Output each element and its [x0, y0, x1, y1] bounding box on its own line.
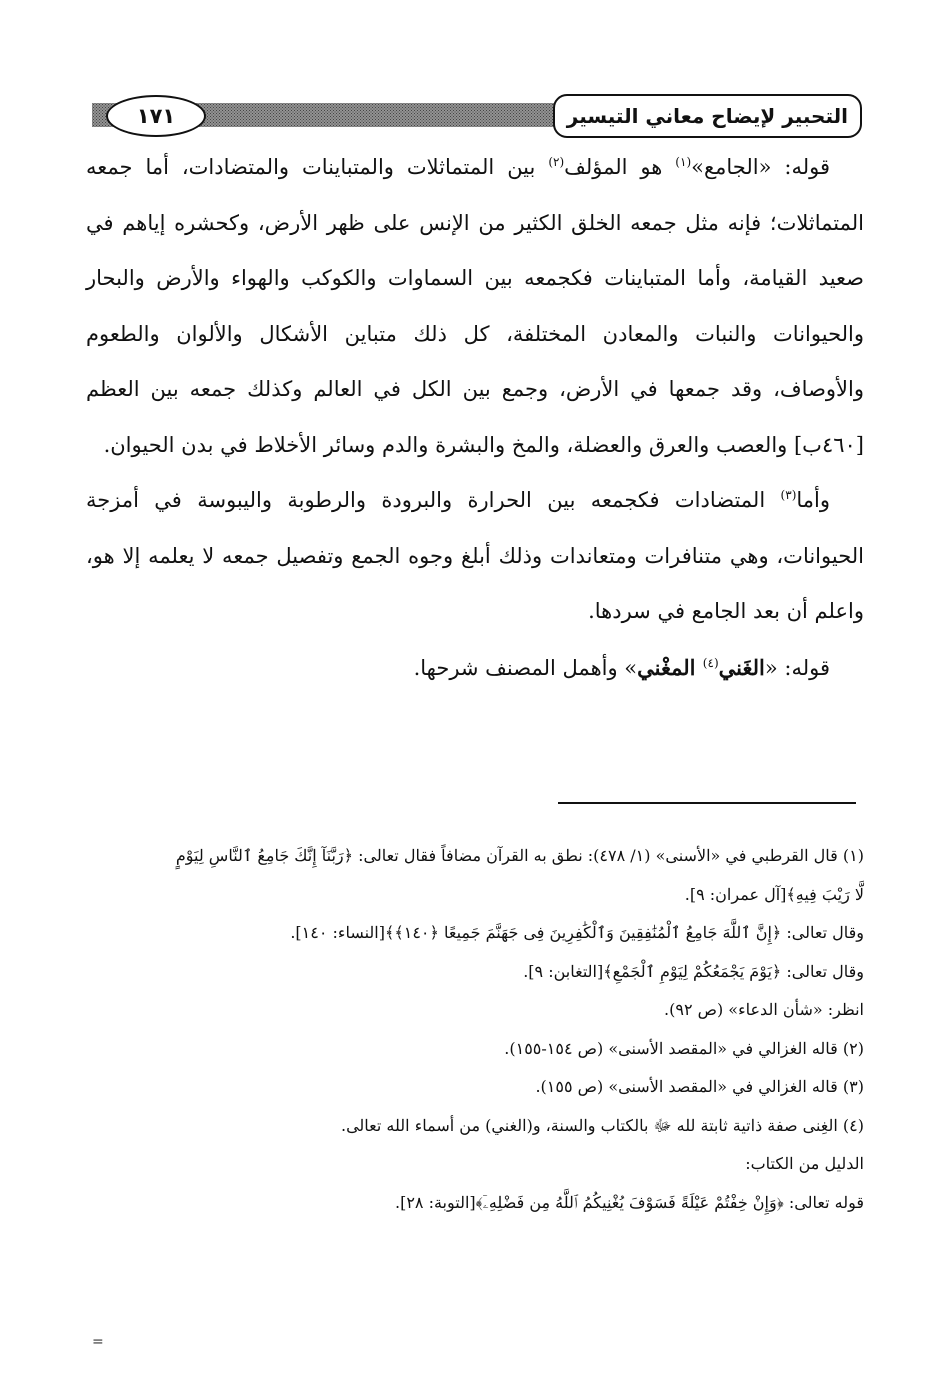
page-number: ١٧١ — [106, 95, 206, 137]
footnote-ref-1: (١) — [675, 155, 692, 169]
footnote-2: (٢) قاله الغزالي في «المقصد الأسنى» (ص ١٥٤-١٥٥). — [504, 1038, 864, 1058]
footnote-ref-4: (٤) — [702, 655, 719, 670]
paragraph-3 — [86, 640, 864, 697]
p3-term-ghani: الغَني — [718, 654, 765, 680]
footnote-3: (٣) قاله الغزالي في «المقصد الأسنى» (ص ١٥٥). — [535, 1077, 864, 1096]
footnote-4-line-3: قوله تعالى: ﴿وَإِنْ خِفْتُمْ عَيْلَةً فَسَوْفَ يُغْنِيكُمُ ٱللَّهُ مِن فَضْلِهِۦٓ﴾[التوبة: ٢٨]. — [394, 1192, 864, 1212]
p3-text-b: » وأهمل المصنف شرحها. — [413, 655, 638, 680]
footnote-4-line-2: الدليل من الكتاب: — [745, 1154, 864, 1173]
footnote-1-line-4: وقال تعالى: ﴿يَوْمَ يَجْمَعُكُمْ لِيَوْمِ ٱلْجَمْعِ﴾[التغابن: ٩]. — [523, 961, 864, 981]
paragraph-1 — [86, 140, 864, 473]
p2-text-a: وأما — [796, 488, 830, 512]
p1-text-b: هو المؤلف — [564, 155, 676, 179]
footnotes — [86, 837, 864, 1222]
continuation-mark: = — [92, 1334, 104, 1350]
footnote-ref-3: (٣) — [780, 488, 797, 502]
p1-text-a: قوله: «الجامع» — [691, 155, 830, 179]
p1-text-c: بين المتماثلات والمتباينات والمتضادات، أما جمعه المتماثلات؛ فإنه مثل جمعه الخلق الكثير من الإنس على ظهر الأرض، وكحشره إياهم في صعيد القيامة، وأما المتباينات فكجمعه بين السماوات والكوكب والهواء والأرض والبحار والحيوانات والنبات والمعادن المختلفة، كل ذلك متباين الأشكال والألوان والطعوم والأوصاف، وقد جمعها في الأرض، وجمع بين الكل في العالم وكذلك جمعه بين العظم [٤٦٠ب] والعصب والعرق والعضلة، والمخ والبشرة والدم وسائر الأخلاط في بدن الحيوان. — [86, 155, 864, 457]
footnote-separator — [558, 802, 856, 804]
p3-term-mughni: المغْني — [637, 654, 703, 680]
main-text — [86, 140, 864, 696]
p2-text-b: المتضادات فكجمعه بين الحرارة والبرودة والرطوبة واليبوسة في أمزجة الحيوانات، وهي متنافرات ومتعاندات وذلك أبلغ وجوه الجمع وتفصيل جمعه لا يعلمه إلا هو، واعلم أن بعد الجامع في سردها. — [86, 488, 864, 623]
footnote-4-line-1: (٤) الغِنى صفة ذاتية ثابتة لله ﷻ بالكتاب والسنة، و(الغني) من أسماء الله تعالى. — [341, 1115, 864, 1135]
footnote-ref-2: (٢) — [548, 155, 565, 169]
book-title: التحبير لإيضاح معاني التيسير — [553, 94, 862, 138]
p3-text-a: قوله: « — [764, 655, 830, 680]
footnote-1-line-5: انظر: «شأن الدعاء» (ص ٩٢). — [664, 1000, 864, 1019]
page-header — [92, 94, 862, 138]
footnote-1-line-3: وقال تعالى: ﴿إِنَّ ٱللَّهَ جَامِعُ ٱلْمُنَٰفِقِينَ وَٱلْكَٰفِرِينَ فِى جَهَنَّمَ جَمِيعًا ﴿١٤٠﴾﴾[النساء: ١٤٠]. — [290, 923, 864, 942]
paragraph-2 — [86, 473, 864, 640]
footnote-1-line-1: (١) قال القرطبي في «الأسنى» (١/ ٤٧٨): نطق به القرآن مضافاً فقال تعالى: ﴿رَبَّنَآ إِنَّكَ جَامِعُ ٱلنَّاسِ لِيَوْمٍ — [175, 846, 864, 865]
footnote-1-line-2: لَّا رَيْبَ فِيهِ﴾[آل عمران: ٩]. — [684, 884, 864, 904]
